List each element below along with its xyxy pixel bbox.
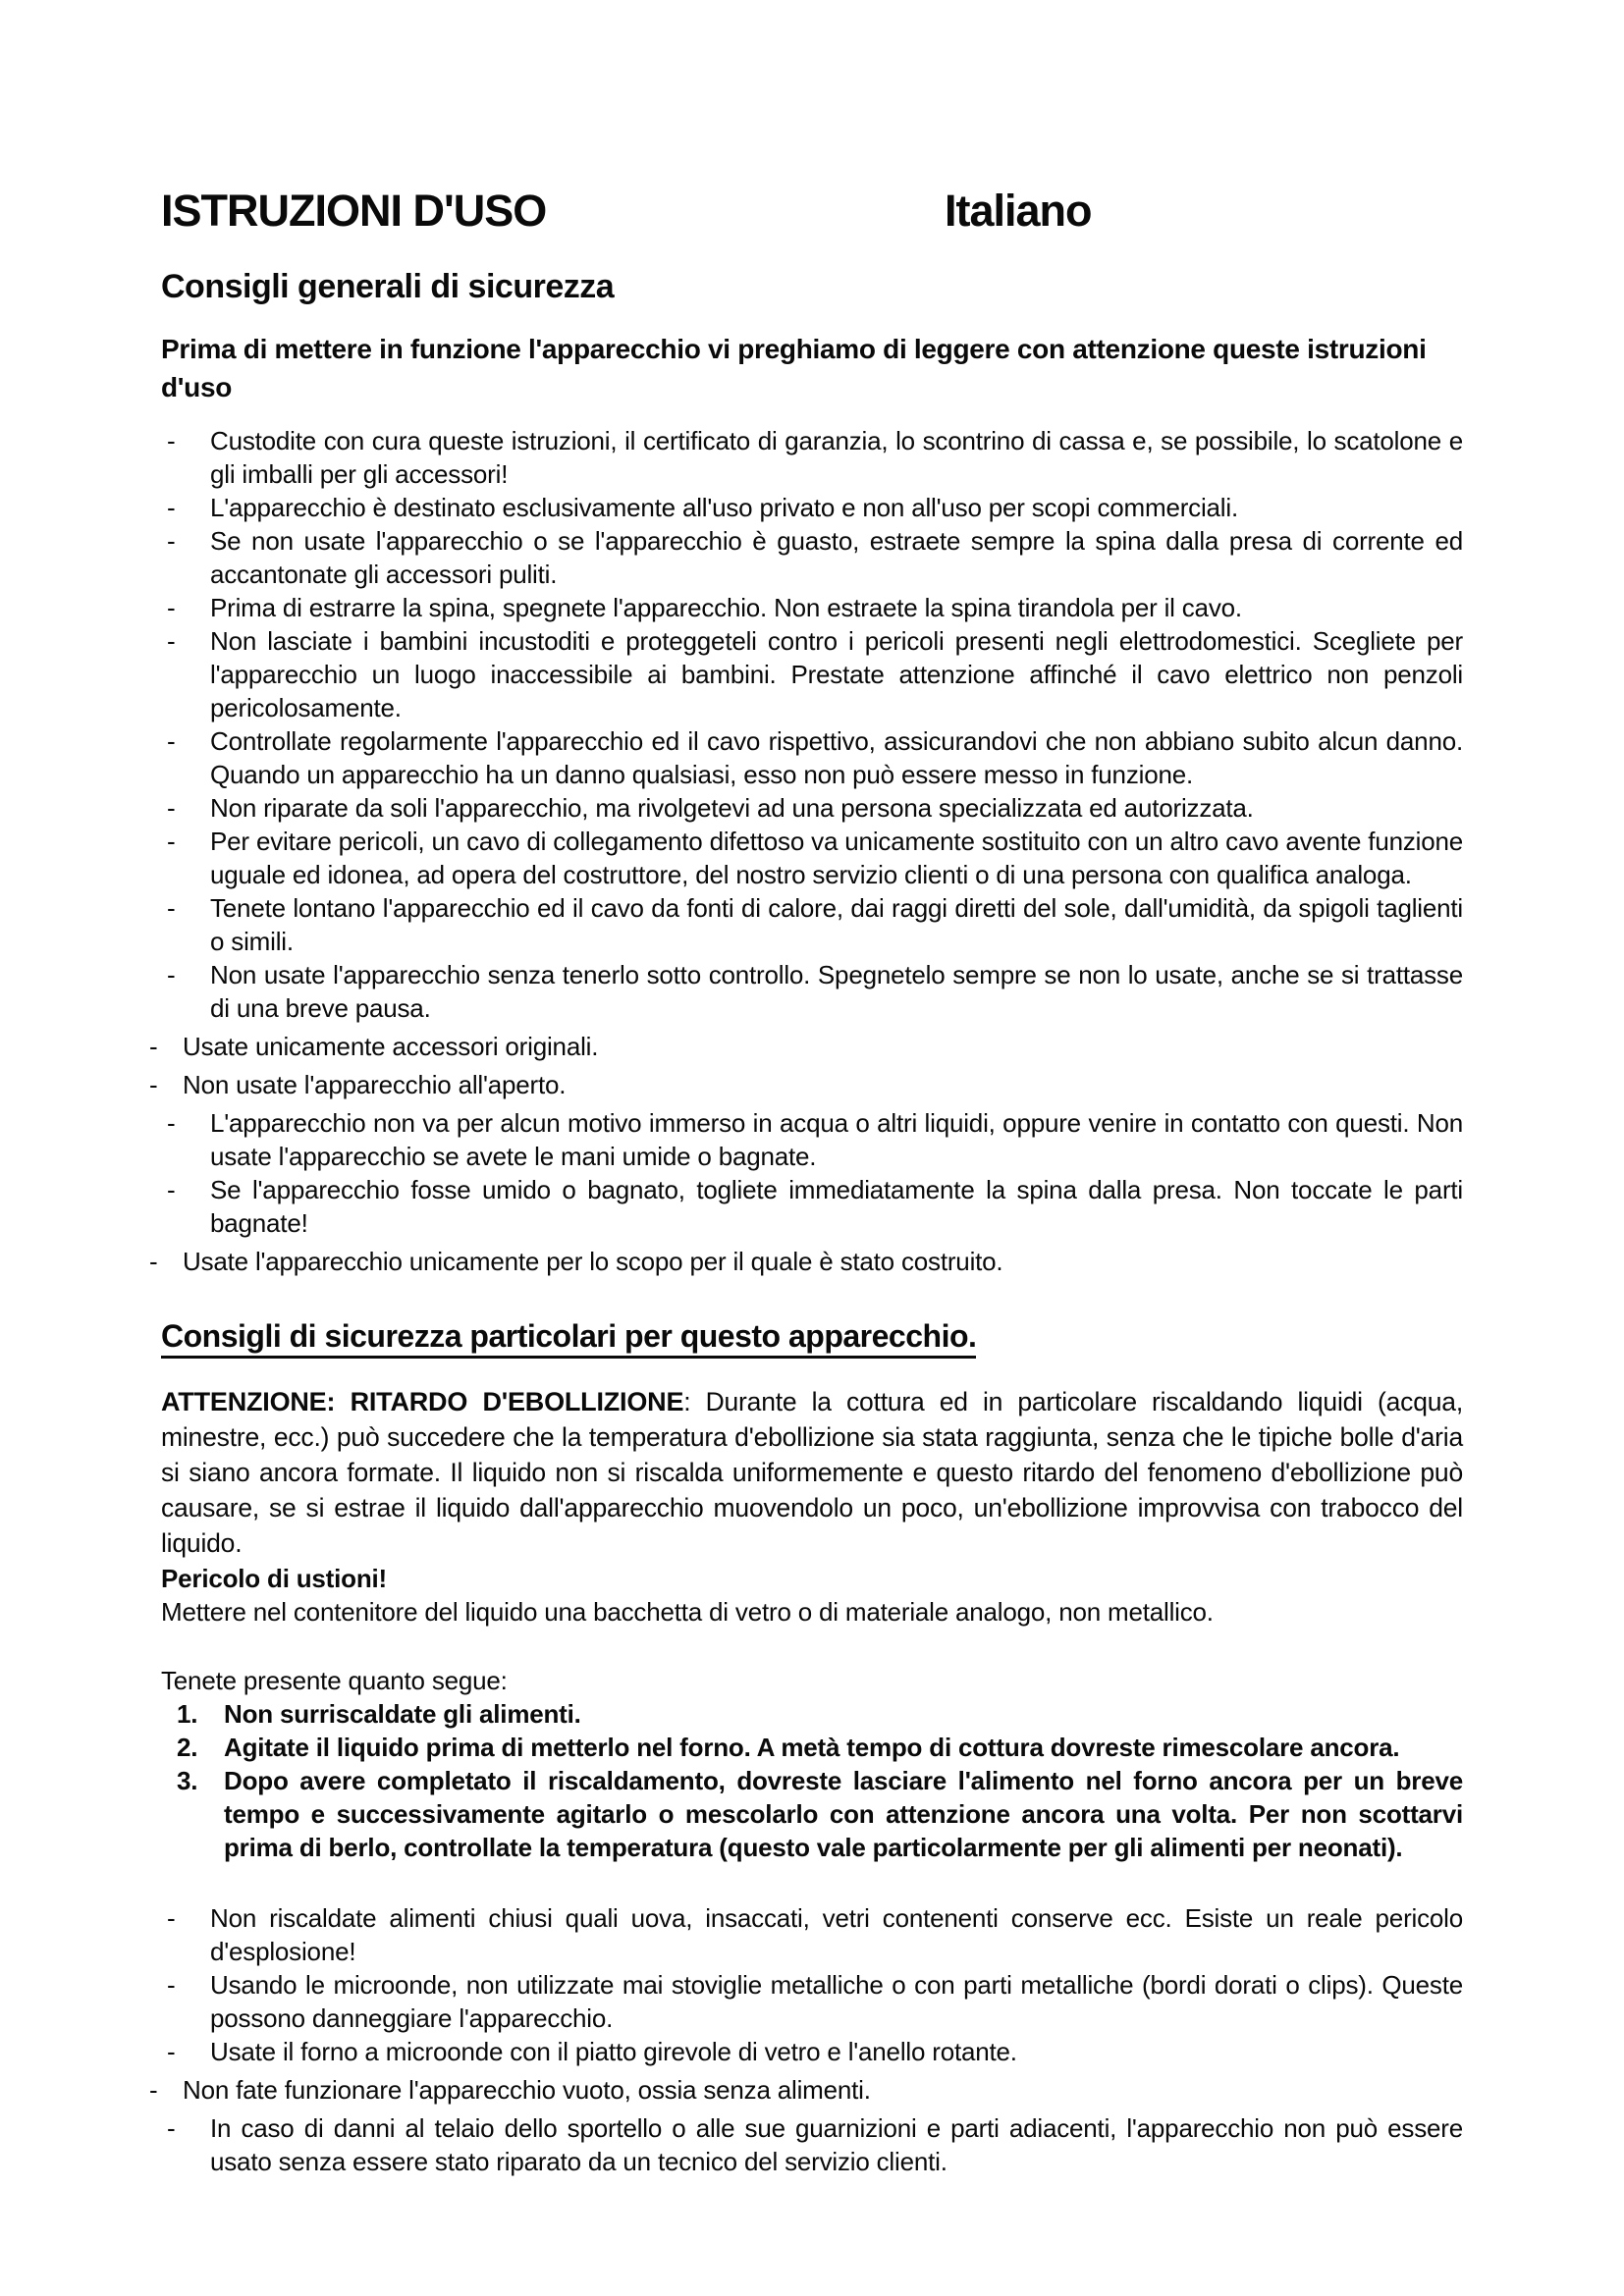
numbered-item <box>161 1764 1463 1864</box>
list-item <box>161 491 1463 524</box>
list-item <box>149 2073 1463 2107</box>
numbered-item <box>161 1697 1463 1731</box>
list-item-text: Non usate l'apparecchio all'aperto. <box>183 1070 567 1099</box>
numbered-item-text: Dopo avere completato il riscaldamento, dovreste lasciare l'alimento nel forno ancora per un breve tempo e successivamente agitarlo o mescolarlo con attenzione ancora una volta. Per non scottarvi prima di berlo, controllate la temperatura (questo vale particolarmente per gli alimenti per neonati). <box>224 1766 1463 1862</box>
numbered-item-text: Non surriscaldate gli alimenti. <box>224 1699 581 1729</box>
page-title: ISTRUZIONI D'USO <box>161 186 547 236</box>
numbered-item <box>161 1731 1463 1764</box>
general-safety-list <box>149 424 1463 1278</box>
numbered-instructions-list <box>161 1697 1463 1864</box>
language-label: Italiano <box>945 186 1092 236</box>
list-item <box>161 1901 1463 1968</box>
list-item <box>161 1173 1463 1240</box>
particular-safety-list <box>149 1901 1463 2178</box>
list-item <box>161 1106 1463 1173</box>
dash-bullet: - <box>167 726 176 756</box>
list-item <box>149 1245 1463 1278</box>
dash-bullet: - <box>167 1903 176 1933</box>
dash-bullet: - <box>167 960 176 989</box>
general-safety-heading: Consigli generali di sicurezza <box>161 268 615 305</box>
dash-bullet: - <box>167 526 176 556</box>
item-number: 3. <box>177 1766 198 1795</box>
dash-bullet: - <box>167 493 176 522</box>
page-header <box>161 187 1463 238</box>
warning-lead-text: ATTENZIONE: RITARDO D'EBOLLIZIONE <box>161 1387 684 1416</box>
dash-bullet: - <box>149 2075 158 2105</box>
warning-body-text: : Durante la cottura ed in particolare riscaldando liquidi (acqua, minestre, ecc.) può succedere che la temperatura d'ebollizione sia stata raggiunta, senza che le tipiche bolle d'aria si siano ancora formate. Il liquido non si riscalda uniformemente e questo ritardo del fenomeno d'ebollizione può causare, se si estrae il liquido dall'apparecchio muovendolo un poco, un'ebollizione improvvisa con trabocco del liquido. <box>161 1387 1463 1558</box>
list-item <box>161 1968 1463 2035</box>
dash-bullet: - <box>167 2113 176 2143</box>
list-item <box>161 825 1463 891</box>
particular-safety-heading <box>161 1317 1463 1359</box>
dash-bullet: - <box>149 1247 158 1276</box>
list-item-text: Usate il forno a microonde con il piatto girevole di vetro e l'anello rotante. <box>210 2037 1017 2066</box>
list-item <box>161 724 1463 791</box>
list-item <box>161 891 1463 958</box>
list-item <box>149 1030 1463 1063</box>
list-item <box>161 2111 1463 2178</box>
list-item <box>161 624 1463 724</box>
list-item-text: Non riscaldate alimenti chiusi quali uova, insaccati, vetri contenenti conserve ecc. Esiste un reale pericolo d'esplosione! <box>210 1903 1463 1966</box>
list-item-text: L'apparecchio è destinato esclusivamente all'uso privato e non all'uso per scopi commerciali. <box>210 493 1238 522</box>
list-item <box>161 2035 1463 2068</box>
dash-bullet: - <box>167 626 176 656</box>
list-item-text: In caso di danni al telaio dello sportello o alle sue guarnizioni e parti adiacenti, l'apparecchio non può essere usato senza essere stato riparato da un tecnico del servizio clienti. <box>210 2113 1463 2176</box>
dash-bullet: - <box>167 893 176 923</box>
dash-bullet: - <box>167 793 176 823</box>
particular-safety-heading-text: Consigli di sicurezza particolari per questo apparecchio. <box>161 1317 976 1359</box>
dash-bullet: - <box>149 1032 158 1061</box>
dash-bullet: - <box>167 827 176 856</box>
list-item <box>161 791 1463 825</box>
boiling-delay-warning <box>161 1384 1463 1561</box>
item-number: 2. <box>177 1733 198 1762</box>
list-item-text: Se non usate l'apparecchio o se l'apparecchio è guasto, estraete sempre la spina dalla presa di corrente ed accantonate gli accessori puliti. <box>210 526 1463 589</box>
burn-hazard-label: Pericolo di ustioni! <box>161 1564 388 1593</box>
list-item-text: Custodite con cura queste istruzioni, il certificato di garanzia, lo scontrino di cassa e, se possibile, lo scatolone e gli imballi per gli accessori! <box>210 426 1463 489</box>
list-item <box>161 424 1463 491</box>
list-item <box>161 958 1463 1025</box>
dash-bullet: - <box>167 1108 176 1138</box>
list-item-text: Se l'apparecchio fosse umido o bagnato, togliete immediatamente la spina dalla presa. Non toccate le parti bagnate! <box>210 1175 1463 1238</box>
list-item-text: Controllate regolarmente l'apparecchio ed il cavo rispettivo, assicurandovi che non abbiano subito alcun danno. Quando un apparecchio ha un danno qualsiasi, esso non può essere messo in funzione. <box>210 726 1463 789</box>
list-item-text: Non usate l'apparecchio senza tenerlo sotto controllo. Spegnetelo sempre se non lo usate, anche se si trattasse di una breve pausa. <box>210 960 1463 1023</box>
item-number: 1. <box>177 1699 198 1729</box>
list-item-text: Tenete lontano l'apparecchio ed il cavo da fonti di calore, dai raggi diretti del sole, dall'umidità, da spigoli taglienti o simili. <box>210 893 1463 956</box>
list-item-text: Per evitare pericoli, un cavo di collegamento difettoso va unicamente sostituito con un altro cavo avente funzione uguale ed idonea, ad opera del costruttore, del nostro servizio clienti o di una persona con qualifica analoga. <box>210 827 1463 889</box>
numbered-item-text: Agitate il liquido prima di metterlo nel forno. A metà tempo di cottura dovreste rimescolare ancora. <box>224 1733 1400 1762</box>
dash-bullet: - <box>167 1175 176 1204</box>
dash-bullet: - <box>149 1070 158 1099</box>
list-item <box>149 1068 1463 1101</box>
list-item-text: Non riparate da soli l'apparecchio, ma rivolgetevi ad una persona specializzata ed autorizzata. <box>210 793 1254 823</box>
list-item-text: Usate unicamente accessori originali. <box>183 1032 599 1061</box>
list-item <box>161 524 1463 591</box>
dash-bullet: - <box>167 2037 176 2066</box>
list-item-text: Prima di estrarre la spina, spegnete l'apparecchio. Non estraete la spina tirandola per il cavo. <box>210 593 1242 622</box>
glass-rod-note: Mettere nel contenitore del liquido una bacchetta di vetro o di materiale analogo, non metallico. <box>161 1597 1214 1627</box>
list-item-text: L'apparecchio non va per alcun motivo immerso in acqua o altri liquidi, oppure venire in contatto con questi. Non usate l'apparecchio se avete le mani umide o bagnate. <box>210 1108 1463 1171</box>
list-item-text: Non lasciate i bambini incustoditi e proteggeteli contro i pericoli presenti negli elettrodomestici. Scegliete per l'apparecchio un luogo inaccessibile ai bambini. Prestate attenzione affinché il cavo elettrico non penzoli pericolosamente. <box>210 626 1463 722</box>
list-item-text: Usando le microonde, non utilizzate mai stoviglie metalliche o con parti metalliche (bordi dorati o clips). Queste possono danneggiare l'apparecchio. <box>210 1970 1463 2033</box>
dash-bullet: - <box>167 593 176 622</box>
dash-bullet: - <box>167 1970 176 2000</box>
list-item-text: Usate l'apparecchio unicamente per lo scopo per il quale è stato costruito. <box>183 1247 1003 1276</box>
list-item-text: Non fate funzionare l'apparecchio vuoto, ossia senza alimenti. <box>183 2075 871 2105</box>
list-item <box>161 591 1463 624</box>
dash-bullet: - <box>167 426 176 455</box>
intro-paragraph: Prima di mettere in funzione l'apparecchio vi preghiamo di leggere con attenzione queste istruzioni d'uso <box>161 334 1427 402</box>
note-intro: Tenete presente quanto segue: <box>161 1666 508 1695</box>
